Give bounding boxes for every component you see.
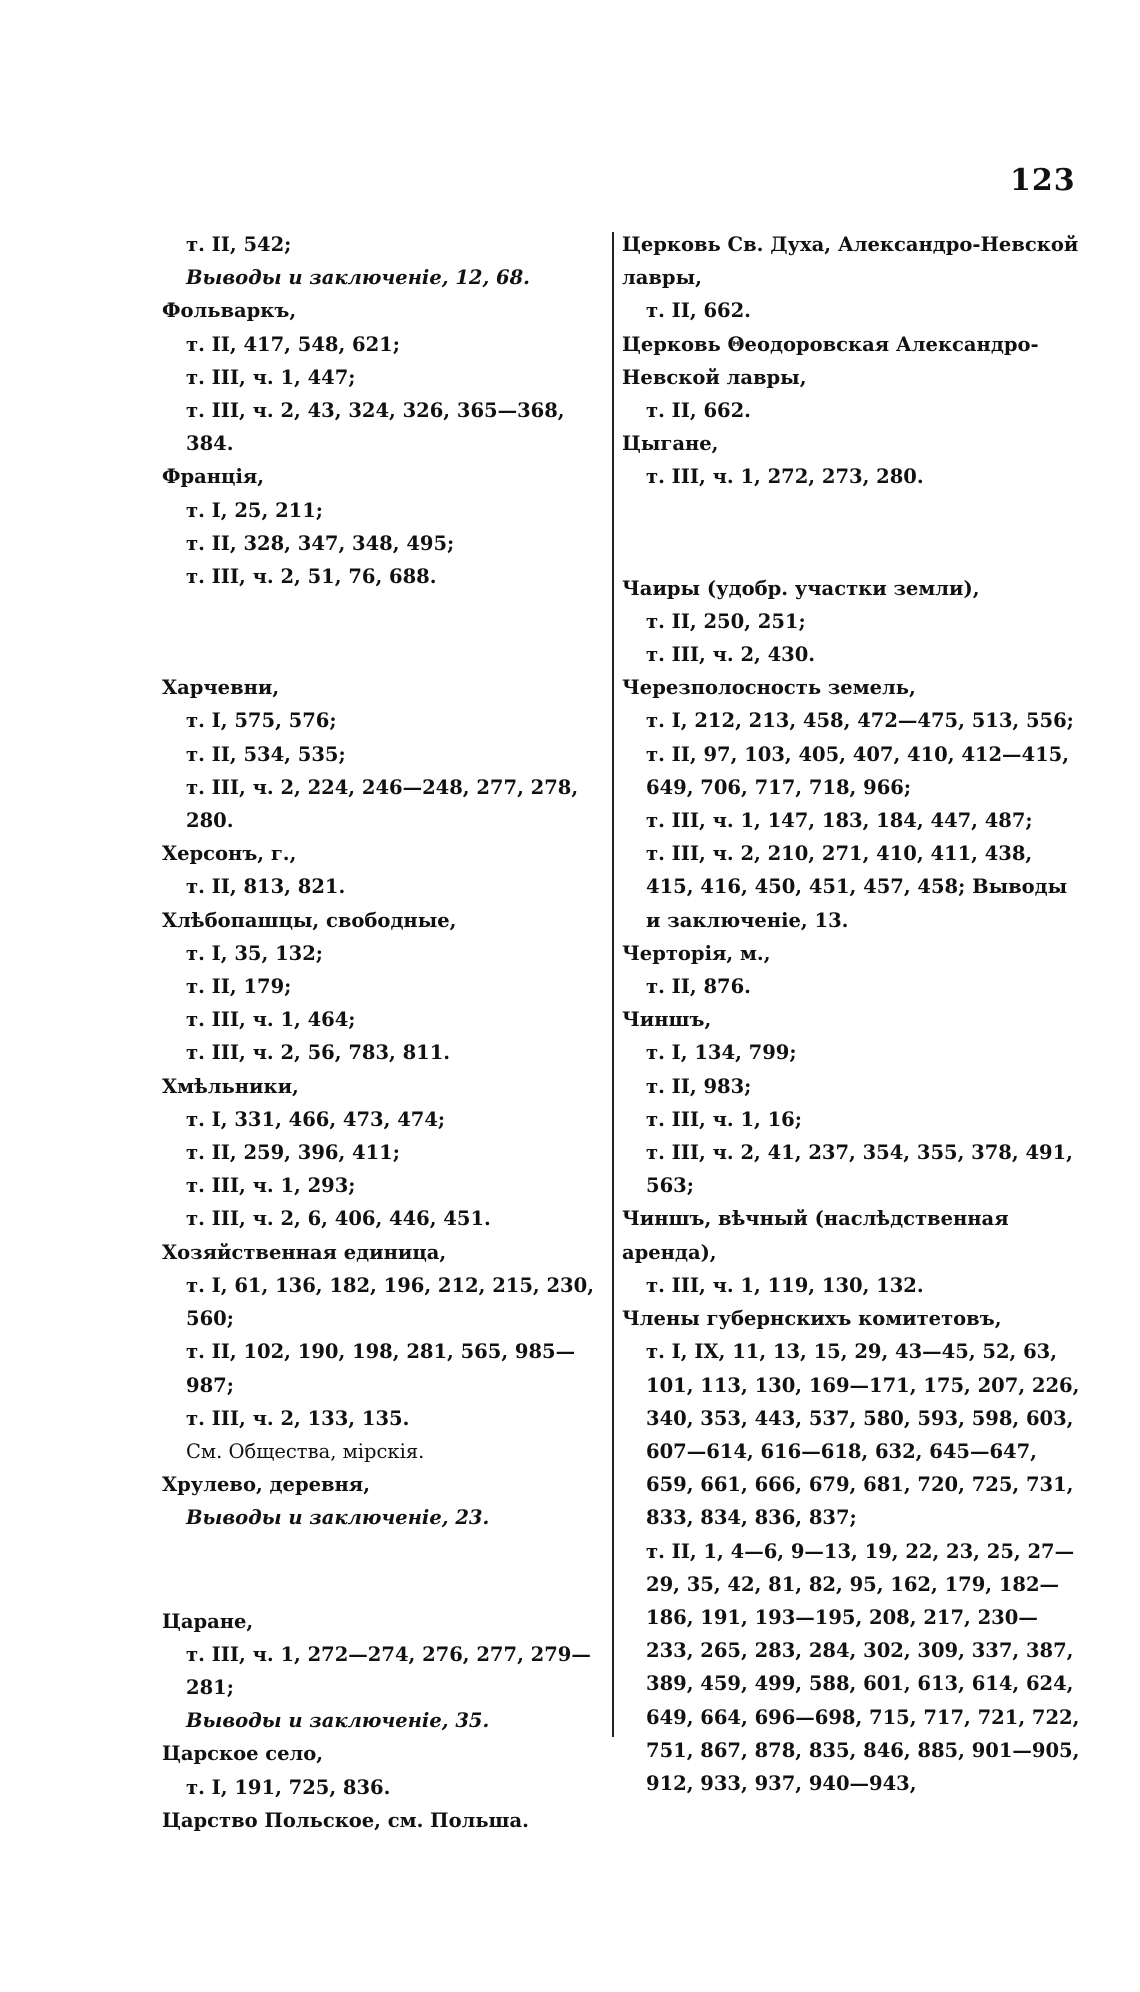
index-reference: т. I, 191, 725, 836. <box>186 1775 391 1799</box>
index-reference: т. III, ч. 1, 16; <box>646 1107 802 1131</box>
index-term: Хозяйственная единица, <box>162 1240 447 1264</box>
index-reference: т. II, 259, 396, 411; <box>186 1141 400 1165</box>
index-reference: т. III, ч. 1, 119, 130, 132. <box>646 1273 924 1297</box>
index-reference: т. II, 983; <box>646 1074 752 1098</box>
index-reference: т. III, ч. 2, 6, 406, 446, 451. <box>186 1207 491 1231</box>
index-entry <box>162 294 610 460</box>
index-term: Царское село, <box>162 1742 324 1766</box>
index-entry <box>162 1804 610 1837</box>
index-entry <box>162 904 610 1070</box>
index-term: Франція, <box>162 465 265 489</box>
index-reference: т. I, 331, 466, 473, 474; <box>186 1107 446 1131</box>
index-reference: Выводы и заключеніе, 12, 68. <box>186 266 530 290</box>
index-entry <box>162 837 610 903</box>
index-reference: Выводы и заключеніе, 23. <box>186 1506 490 1530</box>
index-reference: т. III, ч. 1, 293; <box>186 1174 356 1198</box>
index-term: Хрулево, деревня, <box>162 1473 370 1497</box>
index-reference: т. III, ч. 1, 447; <box>186 365 356 389</box>
right-group-2 <box>622 572 1084 1801</box>
right-column <box>622 228 1084 1800</box>
index-reference: т. III, ч. 2, 224, 246—248, 277, 278, 280. <box>186 775 579 833</box>
index-term: Хлѣбопашцы, свободные, <box>162 908 457 932</box>
index-reference: т. II, 328, 347, 348, 495; <box>186 531 455 555</box>
page-number: 123 <box>1010 163 1076 198</box>
index-reference: т. I, 35, 132; <box>186 941 323 965</box>
index-reference: См. Общества, мірскія. <box>186 1439 425 1463</box>
index-reference: т. III, ч. 1, 147, 183, 184, 447, 487; <box>646 809 1033 833</box>
index-reference: т. II, 813, 821. <box>186 875 346 899</box>
column-divider <box>612 232 614 1737</box>
index-reference: т. II, 534, 535; <box>186 742 346 766</box>
index-reference: т. II, 417, 548, 621; <box>186 332 400 356</box>
index-reference: т. II, 250, 251; <box>646 609 806 633</box>
spacer <box>162 1535 610 1605</box>
index-reference: т. II, 542; <box>186 233 292 256</box>
index-term: Харчевни, <box>162 676 280 700</box>
right-group-1 <box>622 228 1084 494</box>
spacer <box>162 593 610 671</box>
left-group-2 <box>162 671 610 1534</box>
index-reference: т. III, ч. 1, 272—274, 276, 277, 279—281; <box>186 1642 591 1699</box>
index-reference: т. I, 61, 136, 182, 196, 212, 215, 230, 560; <box>186 1273 594 1331</box>
index-entry <box>622 1202 1084 1302</box>
index-term: Царство Польское, см. Польша. <box>162 1808 529 1832</box>
index-term: Цыгане, <box>622 432 719 456</box>
index-reference: т. III, ч. 2, 430. <box>646 643 816 667</box>
index-term: Хмѣльники, <box>162 1074 299 1098</box>
index-reference: т. III, ч. 2, 210, 271, 410, 411, 438, 415, 416, 450, 451, 457, 458; Выводы и заключеніе, 13. <box>646 842 1068 932</box>
index-reference: т. III, ч. 1, 464; <box>186 1008 356 1032</box>
index-reference: т. II, 662. <box>646 299 751 323</box>
index-reference: т. III, ч. 1, 272, 273, 280. <box>646 465 924 489</box>
index-reference: т. I, 25, 211; <box>186 498 323 522</box>
index-entry <box>162 1236 610 1468</box>
index-entry <box>622 671 1084 937</box>
index-term: Церковь Θеодоровская Александро-Невской лавры, <box>622 332 1039 389</box>
index-entry <box>162 671 610 837</box>
spacer <box>622 494 1084 572</box>
index-entry <box>622 328 1084 428</box>
index-term: Чиншъ, <box>622 1008 712 1032</box>
index-reference: т. II, 97, 103, 405, 407, 410, 412—415, 649, 706, 717, 718, 966; <box>646 742 1070 799</box>
index-reference: т. III, ч. 2, 41, 237, 354, 355, 378, 491, 563; <box>646 1141 1073 1198</box>
index-reference: т. I, IX, 11, 13, 15, 29, 43—45, 52, 63, 101, 113, 130, 169—171, 175, 207, 226, 340, 353, 443, 537, 580, 593, 598, 603, 607—614, 616—618, 632, 645—647, 659, 661, 666, 679, 681, 720, 725, 731, 833, 834, 836, 837; <box>646 1340 1080 1530</box>
index-reference: т. II, 662. <box>646 399 751 423</box>
index-term: Черезполосность земель, <box>622 676 916 700</box>
left-group-1 <box>162 228 610 593</box>
index-entry <box>622 427 1084 493</box>
index-entry <box>622 1302 1084 1800</box>
index-reference: т. I, 134, 799; <box>646 1041 797 1065</box>
index-entry <box>162 228 610 294</box>
index-reference: т. II, 1, 4—6, 9—13, 19, 22, 23, 25, 27—29, 35, 42, 81, 82, 95, 162, 179, 182—186, 191, 193—195, 208, 217, 230—233, 265, 283, 284, 302, 309, 337, 387, 389, 459, 499, 588, 601, 613, 614, 624, 649, 664, 696—698, 715, 717, 721, 722, 751, 867, 878, 835, 846, 885, 901—905, 912, 933, 937, 940—943, <box>646 1539 1080 1795</box>
index-entry <box>162 1468 610 1534</box>
index-reference: т. II, 179; <box>186 975 292 999</box>
index-entry <box>162 460 610 593</box>
index-entry <box>162 1605 610 1738</box>
index-term: Члены губернскихъ комитетовъ, <box>622 1307 1002 1331</box>
index-entry <box>622 572 1084 672</box>
index-reference: т. III, ч. 2, 51, 76, 688. <box>186 565 437 589</box>
index-entry <box>162 1737 610 1803</box>
index-entry <box>622 228 1084 328</box>
index-term: Херсонъ, г., <box>162 842 297 866</box>
index-term: Чаиры (удобр. участки земли), <box>622 576 980 600</box>
index-term: Царане, <box>162 1609 254 1633</box>
index-reference: т. II, 876. <box>646 975 751 999</box>
index-reference: т. I, 575, 576; <box>186 709 337 733</box>
index-entry <box>162 1070 610 1236</box>
index-reference: т. I, 212, 213, 458, 472—475, 513, 556; <box>646 709 1074 733</box>
index-term: Черторія, м., <box>622 941 771 965</box>
index-reference: т. III, ч. 2, 56, 783, 811. <box>186 1041 451 1065</box>
index-entry <box>622 937 1084 1003</box>
index-term: Фольваркъ, <box>162 299 297 323</box>
index-entry <box>622 1003 1084 1202</box>
index-reference: т. III, ч. 2, 43, 324, 326, 365—368, 384. <box>186 399 565 456</box>
index-reference: т. II, 102, 190, 198, 281, 565, 985—987; <box>186 1340 576 1397</box>
index-reference: Выводы и заключеніе, 35. <box>186 1709 490 1733</box>
index-reference: т. III, ч. 2, 133, 135. <box>186 1406 410 1430</box>
left-group-3 <box>162 1605 610 1837</box>
index-term: Чиншъ, вѣчный (наслѣдственная аренда), <box>622 1207 1009 1264</box>
left-column <box>162 228 610 1837</box>
index-term: Церковь Св. Духа, Александро-Невской лавры, <box>622 233 1079 290</box>
